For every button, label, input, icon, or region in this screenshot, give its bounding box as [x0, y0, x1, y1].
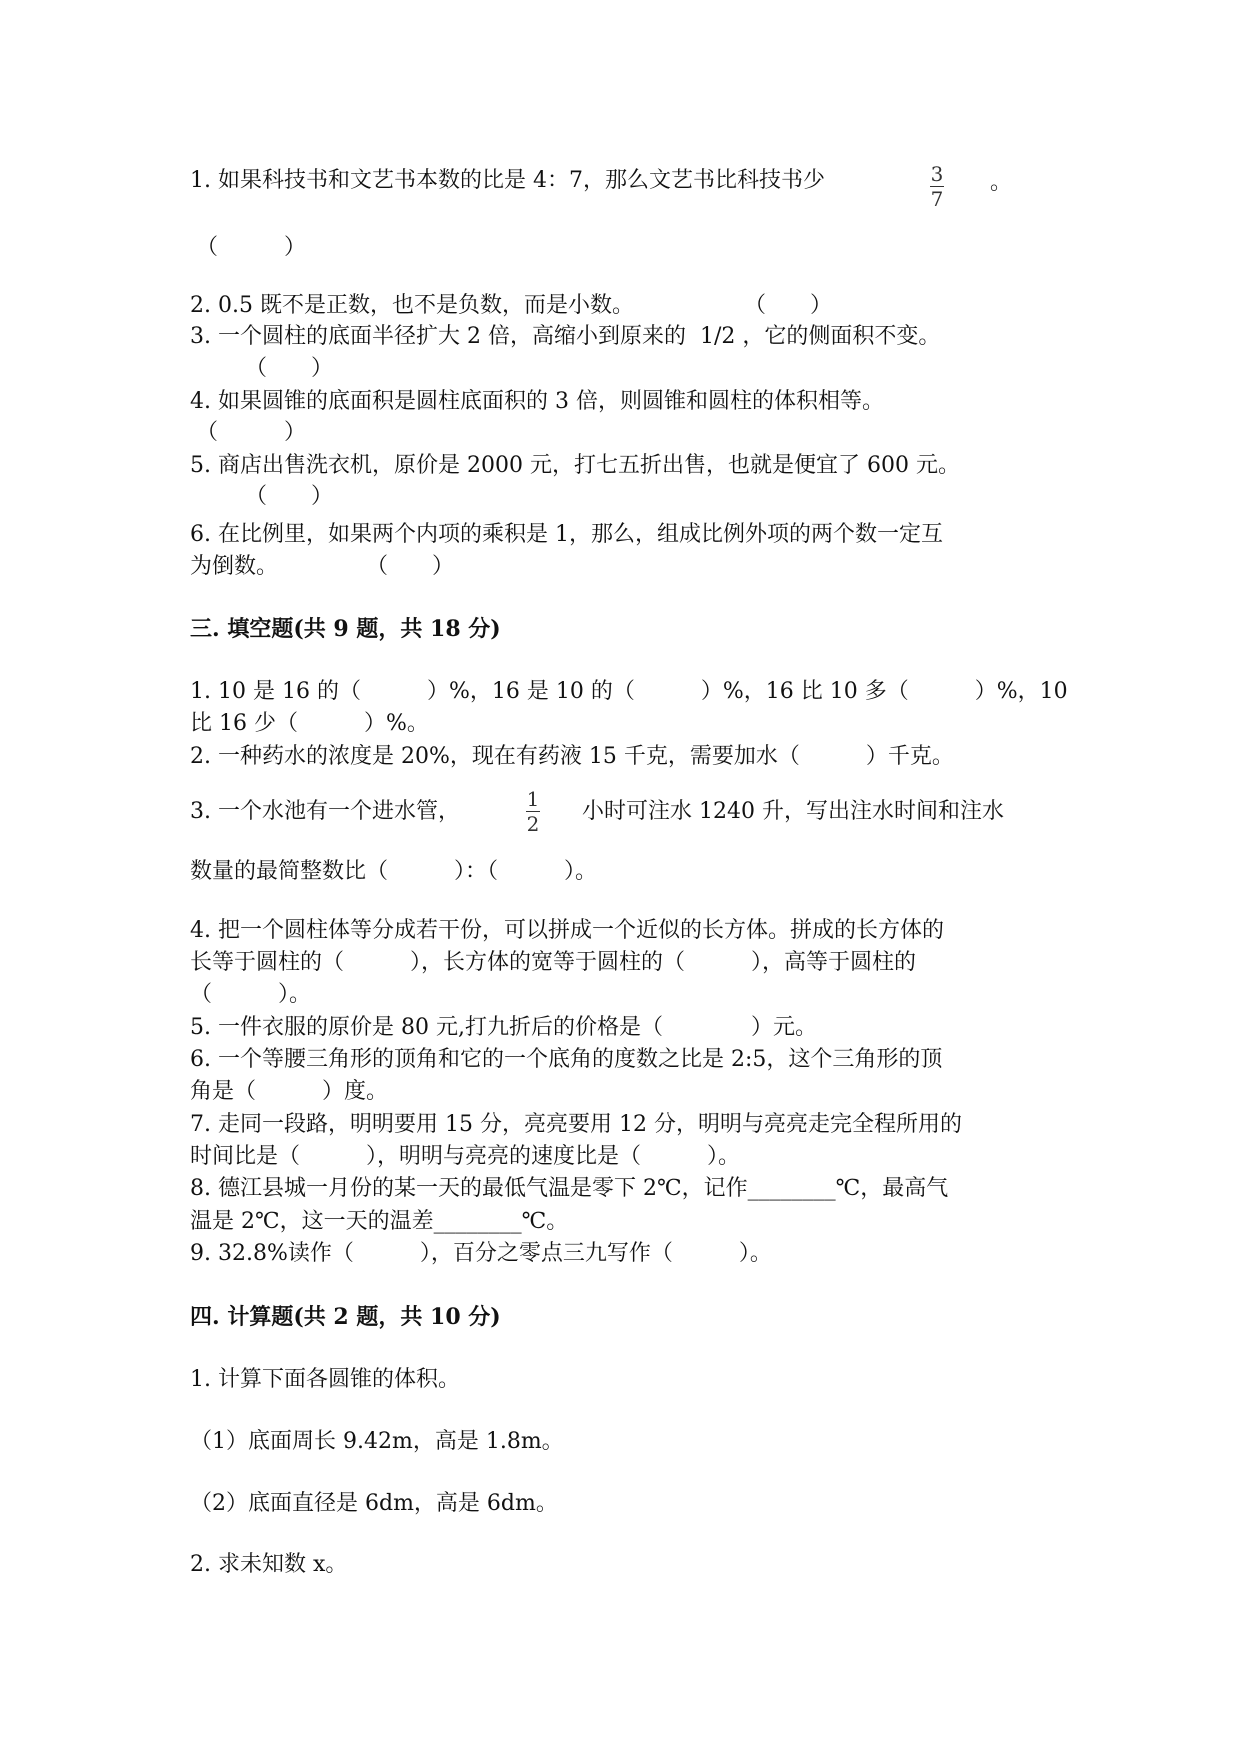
fill-q9: 9. 32.8%读作（ ），百分之零点三九写作（ ）。	[190, 1241, 772, 1266]
judge-q3-text: 3. 一个圆柱的底面半径扩大 2 倍，高缩小到原来的 1/2 ，它的侧面积不变。	[190, 324, 941, 349]
calc-q1-part1: （1）底面周长 9.42m，高是 1.8m。	[190, 1429, 564, 1454]
fill-q1-text-cont: 比 16 少（ ）%。	[190, 711, 429, 736]
judge-q6-text: 6. 在比例里，如果两个内项的乘积是 1，那么，组成比例外项的两个数一定互	[190, 522, 943, 547]
fill-q6-text: 6. 一个等腰三角形的顶角和它的一个底角的度数之比是 2:5，这个三角形的顶	[190, 1047, 943, 1072]
fill-q8-text: 8. 德江县城一月份的某一天的最低气温是零下 2℃，记作________℃，最高气	[190, 1176, 949, 1201]
judge-q1-text: 1. 如果科技书和文艺书本数的比是 4：7，那么文艺书比科技书少	[190, 168, 825, 193]
judge-q2: 2. 0.5 既不是正数，也不是负数，而是小数。 （ ）	[190, 293, 832, 318]
fill-q7-text: 7. 走同一段路，明明要用 15 分，亮亮要用 12 分，明明与亮亮走完全程所用的	[190, 1112, 962, 1137]
calc-q1: 1. 计算下面各圆锥的体积。	[190, 1367, 460, 1392]
fill-q4-text-cont: 长等于圆柱的（ ），长方体的宽等于圆柱的（ ），高等于圆柱的	[190, 950, 917, 975]
judge-q4-text: 4. 如果圆锥的底面积是圆柱底面积的 3 倍，则圆锥和圆柱的体积相等。	[190, 389, 884, 414]
fraction-numerator: 1	[526, 787, 540, 811]
calc-q2: 2. 求未知数 x。	[190, 1552, 348, 1577]
fill-q8-text-cont: 温是 2℃，这一天的温差________℃。	[190, 1209, 569, 1234]
fill-q5: 5. 一件衣服的原价是 80 元,打九折后的价格是（ ）元。	[190, 1015, 817, 1040]
section3-heading: 三. 填空题(共 9 题，共 18 分)	[190, 616, 501, 642]
fill-q3-text-after-fraction: 小时可注水 1240 升，写出注水时间和注水	[582, 799, 1004, 824]
fill-q6-text-cont: 角是（ ）度。	[190, 1079, 389, 1104]
fraction-denominator: 2	[526, 812, 540, 836]
fill-q3-text-cont: 数量的最简整数比（ ）：（ ）。	[190, 859, 598, 884]
fill-q4-text-cont2: （ ）。	[190, 982, 312, 1007]
fill-q2: 2. 一种药水的浓度是 20%，现在有药液 15 千克，需要加水（ ）千克。	[190, 744, 954, 769]
judge-q6-text-cont: 为倒数。 （ ）	[190, 554, 455, 579]
fraction-3-7	[930, 163, 944, 210]
fill-q4-text: 4. 把一个圆柱体等分成若干份，可以拼成一个近似的长方体。拼成的长方体的	[190, 918, 944, 943]
judge-q1-answer-blank: （ ）	[196, 235, 307, 260]
fill-q3-text: 3. 一个水池有一个进水管，	[190, 799, 460, 824]
fill-q1-text: 1. 10 是 16 的（ ）%，16 是 10 的（ ）%，16 比 10 多（ ）%，10	[190, 679, 1068, 704]
fraction-1-2	[526, 788, 540, 835]
judge-q5-answer-blank: （ ）	[190, 484, 334, 509]
judge-q3-answer-blank: （ ）	[190, 356, 334, 381]
judge-q5-text: 5. 商店出售洗衣机，原价是 2000 元，打七五折出售，也就是便宜了 600 元。	[190, 453, 960, 478]
section4-heading: 四. 计算题(共 2 题，共 10 分)	[190, 1304, 501, 1330]
calc-q1-part2: （2）底面直径是 6dm，高是 6dm。	[190, 1491, 558, 1516]
judge-q4-answer-blank: （ ）	[196, 420, 307, 445]
fraction-denominator: 7	[930, 187, 944, 211]
fraction-numerator: 3	[930, 162, 944, 186]
fill-q7-text-cont: 时间比是（ ），明明与亮亮的速度比是（ ）。	[190, 1144, 741, 1169]
judge-q1-period: 。	[990, 170, 1013, 195]
